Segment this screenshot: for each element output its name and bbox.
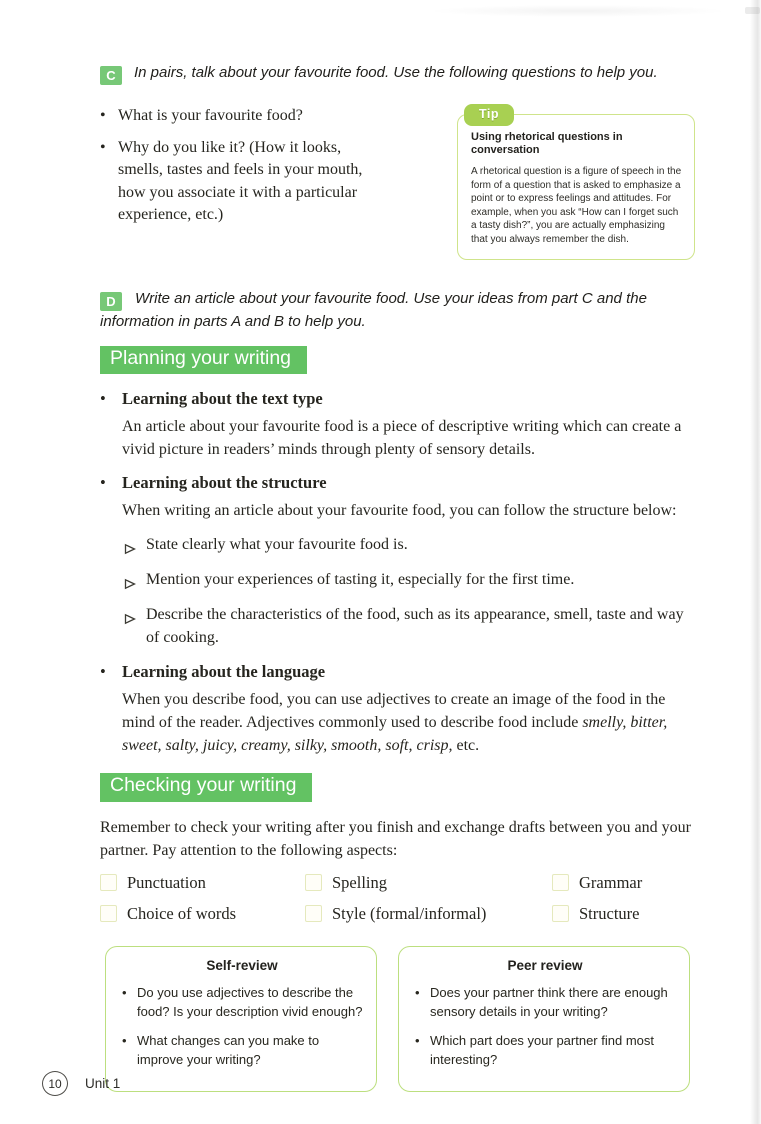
structure-point-text: Mention your experiences of tasting it, especially for the first time. — [146, 571, 575, 589]
review-point-text: Does your partner think there are enough sensory details in your writing? — [430, 984, 668, 1020]
question-text: Why do you like it? (How it looks, smells, tastes and feels in your mouth, how you associate it with a particular experience, etc.) — [118, 138, 363, 223]
item-title-text: Learning about the text type — [122, 389, 323, 409]
bullet-icon — [120, 1031, 137, 1070]
structure-point — [124, 568, 695, 597]
tip-box — [457, 107, 695, 260]
arrow-bullet-icon — [124, 568, 146, 597]
tip-body: A rhetorical question is a figure of speech in the form of a question that is asked to emphasize a point or to express feelings and attitudes. For example, when you ask “How can I forget such a tasty dish?”, you are actually emphasizing that you always remember the dish. — [471, 166, 682, 245]
tip-label: Tip — [464, 104, 514, 126]
review-point-text: Do you use adjectives to describe the food? Is your description vivid enough? — [137, 984, 363, 1020]
aspect-label: Style (formal/informal) — [332, 903, 487, 923]
question-text: What is your favourite food? — [118, 107, 303, 124]
aspect-label: Structure — [579, 903, 640, 923]
arrow-bullet-icon — [124, 533, 146, 562]
section-c-badge: C — [100, 66, 122, 85]
page-footer — [42, 1071, 120, 1096]
planning-item-title — [100, 388, 695, 410]
planning-item-title — [100, 661, 695, 683]
review-boxes — [105, 946, 695, 1092]
structure-point-text: State clearly what your favourite food is. — [146, 536, 408, 554]
unit-label: Unit 1 — [85, 1076, 121, 1091]
structure-point — [124, 603, 695, 649]
self-review-title: Self-review — [206, 957, 278, 973]
aspect-label: Choice of words — [127, 903, 237, 923]
item-title-text: Learning about the language — [122, 662, 326, 682]
arrow-bullet-icon — [124, 603, 146, 649]
checking-heading: Checking your writing — [100, 773, 312, 802]
aspect-spelling — [305, 873, 552, 893]
structure-points-list — [124, 533, 695, 649]
section-d-task — [100, 288, 695, 333]
questions-and-tip — [100, 105, 695, 260]
section-c-instruction: In pairs, talk about your favourite food. Use the following questions to help you. — [134, 64, 658, 81]
structure-point-text: Describe the characteristics of the food, such as its appearance, smell, taste and way of cooking. — [146, 606, 684, 647]
aspect-style — [305, 904, 552, 924]
aspect-label: Grammar — [579, 872, 643, 892]
planning-item-paragraph: An article about your favourite food is a piece of descriptive writing which can create a vivid picture in readers’ minds through plenty of sensory details. — [122, 418, 682, 459]
page-number: 10 — [42, 1071, 68, 1096]
aspect-punctuation — [100, 873, 305, 893]
question-item — [100, 137, 388, 227]
checkbox-spelling[interactable] — [305, 874, 322, 891]
planning-item-paragraph: When writing an article about your favourite food, you can follow the structure below: — [122, 502, 677, 520]
review-point-text: Which part does your partner find most interesting? — [430, 1032, 654, 1068]
bullet-icon — [100, 137, 118, 227]
aspect-structure — [552, 904, 695, 924]
checking-heading-row — [100, 773, 695, 816]
bullet-icon — [100, 472, 122, 494]
structure-point — [124, 533, 695, 562]
aspect-label: Spelling — [332, 872, 388, 892]
adjective-examples: smelly, bitter, sweet, salty, juicy, creamy, silky, smooth, soft, crisp, — [122, 714, 668, 755]
language-paragraph-end: etc. — [452, 737, 480, 755]
question-list — [100, 105, 388, 260]
planning-heading: Planning your writing — [100, 346, 307, 375]
language-paragraph-start: When you describe food, you can use adjectives to create an image of the food in the mind of the reader. Adjectives commonly used to describe food include — [122, 691, 666, 732]
question-item — [100, 105, 388, 128]
review-point-text: What changes can you make to improve your writing? — [137, 1032, 320, 1068]
bullet-icon — [413, 983, 430, 1022]
item-title-text: Learning about the structure — [122, 473, 327, 493]
checking-intro: Remember to check your writing after you finish and exchange drafts between you and your partner. Pay attention to the following aspects: — [100, 818, 691, 859]
peer-review-box — [398, 946, 690, 1092]
section-d-badge: D — [100, 292, 122, 311]
planning-heading-row — [100, 346, 695, 389]
bullet-icon — [413, 1031, 430, 1070]
peer-review-title: Peer review — [507, 957, 583, 973]
section-d-instruction: Write an article about your favourite food. Use your ideas from part C and the information in parts A and B to help you. — [100, 289, 647, 330]
checkbox-grammar[interactable] — [552, 874, 569, 891]
self-review-point — [120, 1031, 364, 1070]
self-review-box — [105, 946, 377, 1092]
checkbox-choice-of-words[interactable] — [100, 905, 117, 922]
bullet-icon — [100, 388, 122, 410]
self-review-point — [120, 983, 364, 1022]
tip-title: Using rhetorical questions in conversation — [471, 131, 623, 156]
planning-item-paragraph — [122, 688, 695, 757]
checkbox-punctuation[interactable] — [100, 874, 117, 891]
checkbox-structure[interactable] — [552, 905, 569, 922]
bullet-icon — [120, 983, 137, 1022]
section-c-task — [100, 62, 695, 85]
planning-item-title — [100, 472, 695, 494]
aspect-grammar — [552, 873, 695, 893]
peer-review-point — [413, 983, 677, 1022]
bullet-icon — [100, 105, 118, 128]
peer-review-point — [413, 1031, 677, 1070]
checkbox-style[interactable] — [305, 905, 322, 922]
bullet-icon — [100, 661, 122, 683]
aspect-choice-of-words — [100, 904, 305, 924]
aspect-checklist — [100, 873, 695, 924]
aspect-label: Punctuation — [127, 872, 206, 892]
